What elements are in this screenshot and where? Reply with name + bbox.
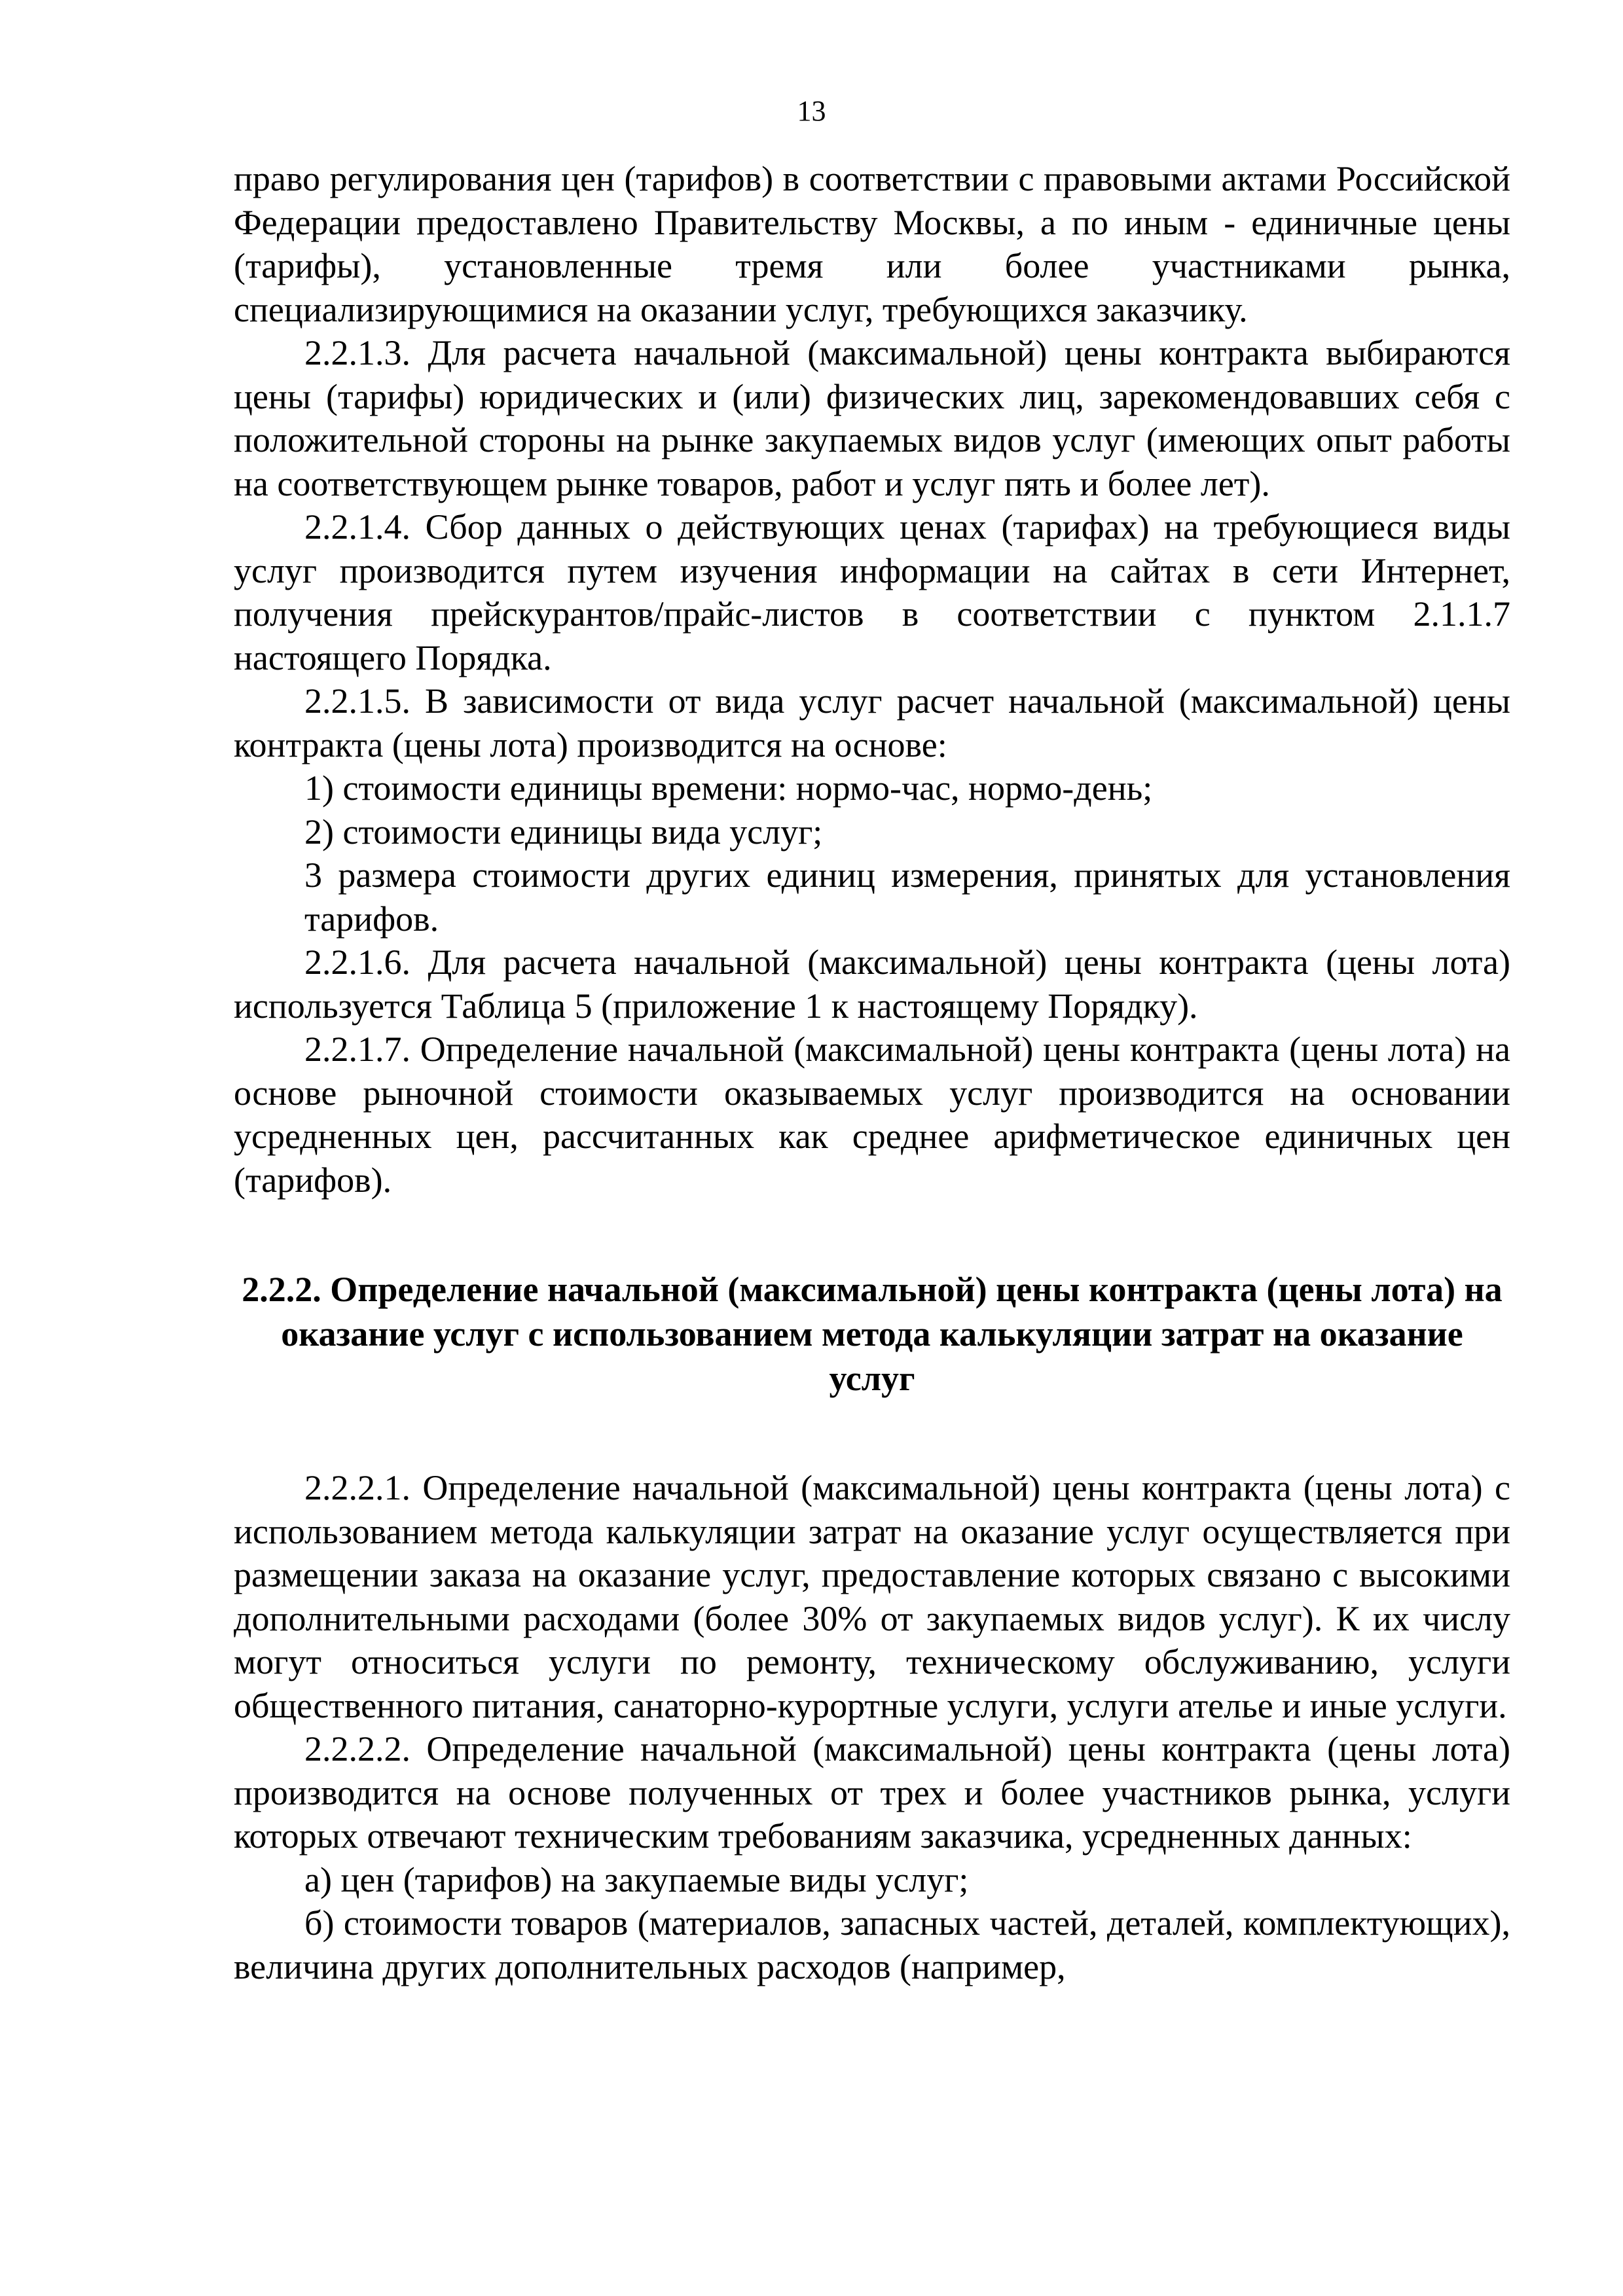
list-item-a: а) цен (тарифов) на закупаемые виды услуг; — [304, 1859, 969, 1899]
list-item-1: 1) стоимости единицы времени: нормо-час, нормо-день; — [304, 768, 1153, 808]
paragraph-2-2-2-1: 2.2.2.1. Определение начальной (максимальной) цены контракта (цены лота) с использованием метода калькуляции затрат на оказание услуг осуществляется при размещении заказа на оказание услуг, предоставление которых связано с высокими дополнительными расходами (более 30% от закупаемых видов услуг). К их числу могут относиться услуги по ремонту, техническому обслуживанию, услуги общественного питания, санаторно-курортные услуги, услуги ателье и иные услуги. — [234, 1468, 1510, 1725]
document-body — [234, 157, 1510, 1988]
paragraph-continuation: право регулирования цен (тарифов) в соответствии с правовыми актами Российской Федерации предоставлено Правительству Москвы, а по иным - единичные цены (тарифы), установленные тремя или более участниками рынка, специализирующимися на оказании услуг, требующихся заказчику. — [234, 159, 1510, 329]
paragraph-2-2-1-4: 2.2.1.4. Сбор данных о действующих ценах (тарифах) на требующиеся виды услуг производится путем изучения информации на сайтах в сети Интернет, получения прейскурантов/прайс-листов в соответствии с пунктом 2.1.1.7 настоящего Порядка. — [234, 507, 1510, 677]
section-heading-2-2-2: 2.2.2. Определение начальной (максимальной) цены контракта (цены лота) на оказание услуг с использованием метода калькуляции затрат на оказание услуг — [242, 1270, 1503, 1398]
paragraph-2-2-1-3: 2.2.1.3. Для расчета начальной (максимальной) цены контракта выбираются цены (тарифы) юридических и (или) физических лиц, зарекомендовавших себя с положительной стороны на рынке закупаемых видов услуг (имеющих опыт работы на соответствующем рынке товаров, работ и услуг пять и более лет). — [234, 333, 1510, 503]
page-number: 13 — [797, 95, 826, 127]
paragraph-2-2-2-2: 2.2.2.2. Определение начальной (максимальной) цены контракта (цены лота) производится на основе полученных от трех и более участников рынка, услуги которых отвечают техническим требованиям заказчика, усредненных данных: — [234, 1729, 1510, 1856]
paragraph-2-2-1-7: 2.2.1.7. Определение начальной (максимальной) цены контракта (цены лота) на основе рыночной стоимости оказываемых услуг производится на основании усредненных цен, рассчитанных как среднее арифметическое единичных цен (тарифов). — [234, 1030, 1510, 1200]
list-item-2: 2) стоимости единицы вида услуг; — [304, 812, 823, 852]
paragraph-2-2-1-6: 2.2.1.6. Для расчета начальной (максимальной) цены контракта (цены лота) используется Таблица 5 (приложение 1 к настоящему Порядку). — [234, 942, 1510, 1026]
list-item-3: 3 размера стоимости других единиц измерения, принятых для установления тарифов. — [304, 855, 1510, 939]
paragraph-2-2-1-5: 2.2.1.5. В зависимости от вида услуг расчет начальной (максимальной) цены контракта (цены лота) производится на основе: — [234, 681, 1510, 764]
list-item-b: б) стоимости товаров (материалов, запасных частей, деталей, комплектующих), величина других дополнительных расходов (например, — [234, 1903, 1510, 1986]
